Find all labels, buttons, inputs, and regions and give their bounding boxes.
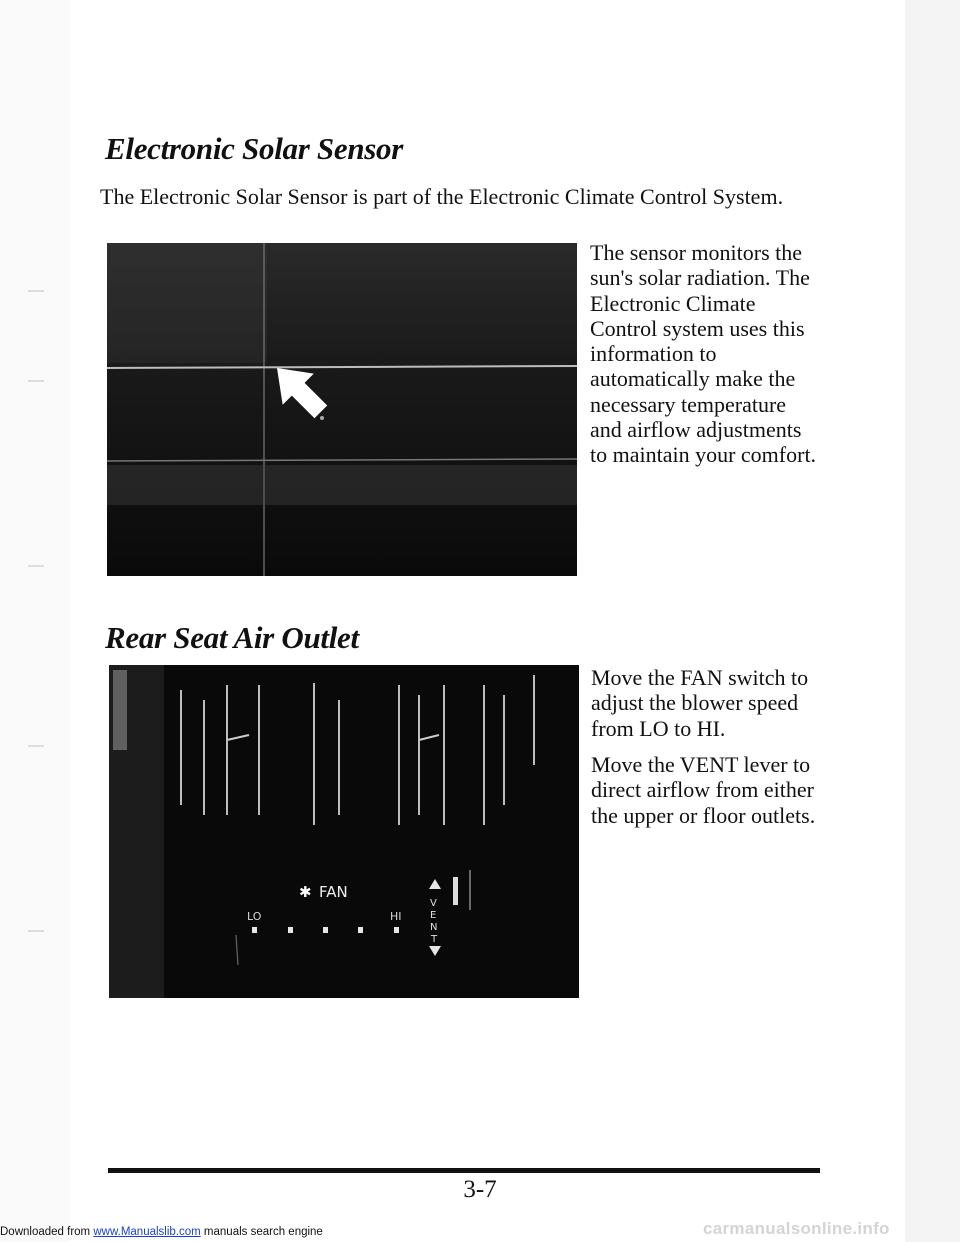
section-heading-solar-sensor: Electronic Solar Sensor (105, 131, 403, 166)
vent-letter: V (430, 898, 437, 909)
footer-suffix: manuals search engine (203, 1226, 323, 1238)
fan-speed-tick (288, 927, 293, 933)
sensor-spot (320, 416, 324, 420)
rear-outlet-photo (109, 665, 579, 998)
solar-sensor-photo (107, 243, 577, 576)
right-margin (905, 0, 960, 1242)
vent-instruction: Move the VENT lever to direct airflow from either the upper or floor outlets. (591, 752, 816, 828)
margin-mark (28, 930, 44, 932)
fan-label: FAN (319, 883, 348, 901)
panel-highlight (113, 670, 127, 750)
fan-icon: ✱ (299, 883, 312, 901)
fan-speed-tick (394, 927, 399, 933)
sensor-description: The sensor monitors the sun's solar radiation. The Electronic Climate Control system uses this information to automatically make the necessary temperature and airflow adjustments to maintain your comfort. (590, 240, 817, 468)
section-heading-rear-outlet: Rear Seat Air Outlet (105, 620, 359, 655)
watermark-text: carmanualsonline.info (703, 1219, 890, 1238)
fan-instruction: Move the FAN switch to adjust the blower speed from LO to HI. (591, 665, 809, 741)
margin-mark (28, 380, 44, 382)
intro-paragraph: The Electronic Solar Sensor is part of the Electronic Climate Control System. (100, 184, 784, 209)
windshield-glare (107, 243, 267, 363)
manualslib-link[interactable]: www.Manualslib.com (93, 1226, 201, 1238)
footer-prefix: Downloaded from (0, 1226, 91, 1238)
vent-letter: E (430, 910, 437, 921)
fan-speed-tick (358, 927, 363, 933)
vent-letter: N (430, 922, 438, 933)
margin-mark (28, 745, 44, 747)
lo-label: LO (247, 910, 262, 923)
vent-lever (453, 877, 458, 905)
speckle-band (107, 465, 577, 505)
footer-rule (108, 1168, 820, 1173)
vent-letter: T (431, 934, 438, 945)
fan-speed-tick (323, 927, 328, 933)
page-number: 3-7 (463, 1176, 497, 1203)
left-margin (0, 0, 70, 1242)
hi-label: HI (390, 910, 402, 923)
margin-mark (28, 290, 44, 292)
fan-speed-tick (252, 927, 257, 933)
download-footer (0, 1226, 323, 1238)
panel-background (109, 665, 579, 998)
margin-mark (28, 565, 44, 567)
